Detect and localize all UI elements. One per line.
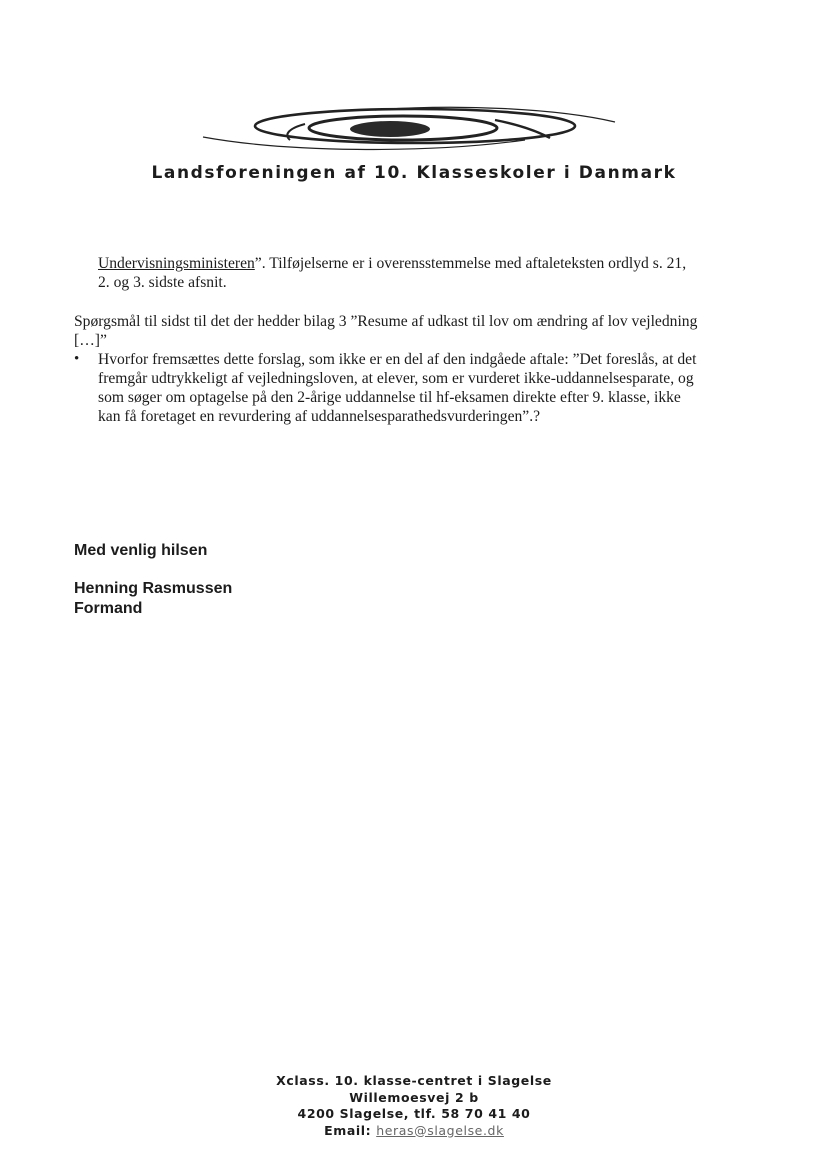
bullet-line: fremgår udtrykkeligt af vejledningsloven, at elever, som er vurderet ikke-uddannelsesparate, og	[98, 370, 694, 387]
bullet-marker: •	[74, 351, 80, 367]
email-label: Email:	[324, 1122, 377, 1138]
footer-line: Xclass. 10. klasse-centret i Slagelse	[276, 1073, 552, 1088]
swirl-logo-icon	[195, 100, 620, 162]
signer-title: Formand	[74, 600, 143, 617]
email-link[interactable]: heras@slagelse.dk	[376, 1122, 504, 1138]
footer-line: Willemoesvej 2 b	[349, 1089, 479, 1105]
paragraph-line: […]”	[74, 332, 107, 349]
paragraph-question	[74, 312, 764, 350]
footer-line: 4200 Slagelse, tlf. 58 70 41 40	[297, 1106, 531, 1121]
bullet-line: som søger om optagelse på den 2-årige uddannelse til hf-eksamen direkte efter 9. klasse, ikke	[98, 389, 681, 406]
underlined-ministry: Undervisningsministeren	[98, 255, 255, 272]
paragraph-text: ”. Tilføjelserne er i overensstemmelse med aftaleteksten ordlyd s. 21,	[254, 255, 687, 272]
paragraph-line: Spørgsmål til sidst til det der hedder bilag 3 ”Resume af udkast til lov om ændring af lov vejledning	[74, 313, 698, 330]
bullet-line: kan få foretaget en revurdering af uddannelsesparathedsvurderingen”.?	[98, 408, 541, 425]
bullet-line: Hvorfor fremsættes dette forslag, som ikke er en del af den indgåede aftale: ”Det foreslås, at det	[98, 351, 697, 368]
paragraph-line: 2. og 3. sidste afsnit.	[98, 274, 227, 291]
paragraph-ministry	[98, 254, 758, 292]
bullet-text	[98, 350, 768, 426]
footer-email-line	[0, 1123, 828, 1140]
footer-address	[0, 1073, 828, 1139]
closing-greeting: Med venlig hilsen	[74, 542, 208, 559]
signer-name: Henning Rasmussen	[74, 580, 233, 597]
paragraph-line	[98, 254, 758, 273]
organization-name: Landsforeningen af 10. Klasseskoler i Danmark	[151, 163, 677, 183]
